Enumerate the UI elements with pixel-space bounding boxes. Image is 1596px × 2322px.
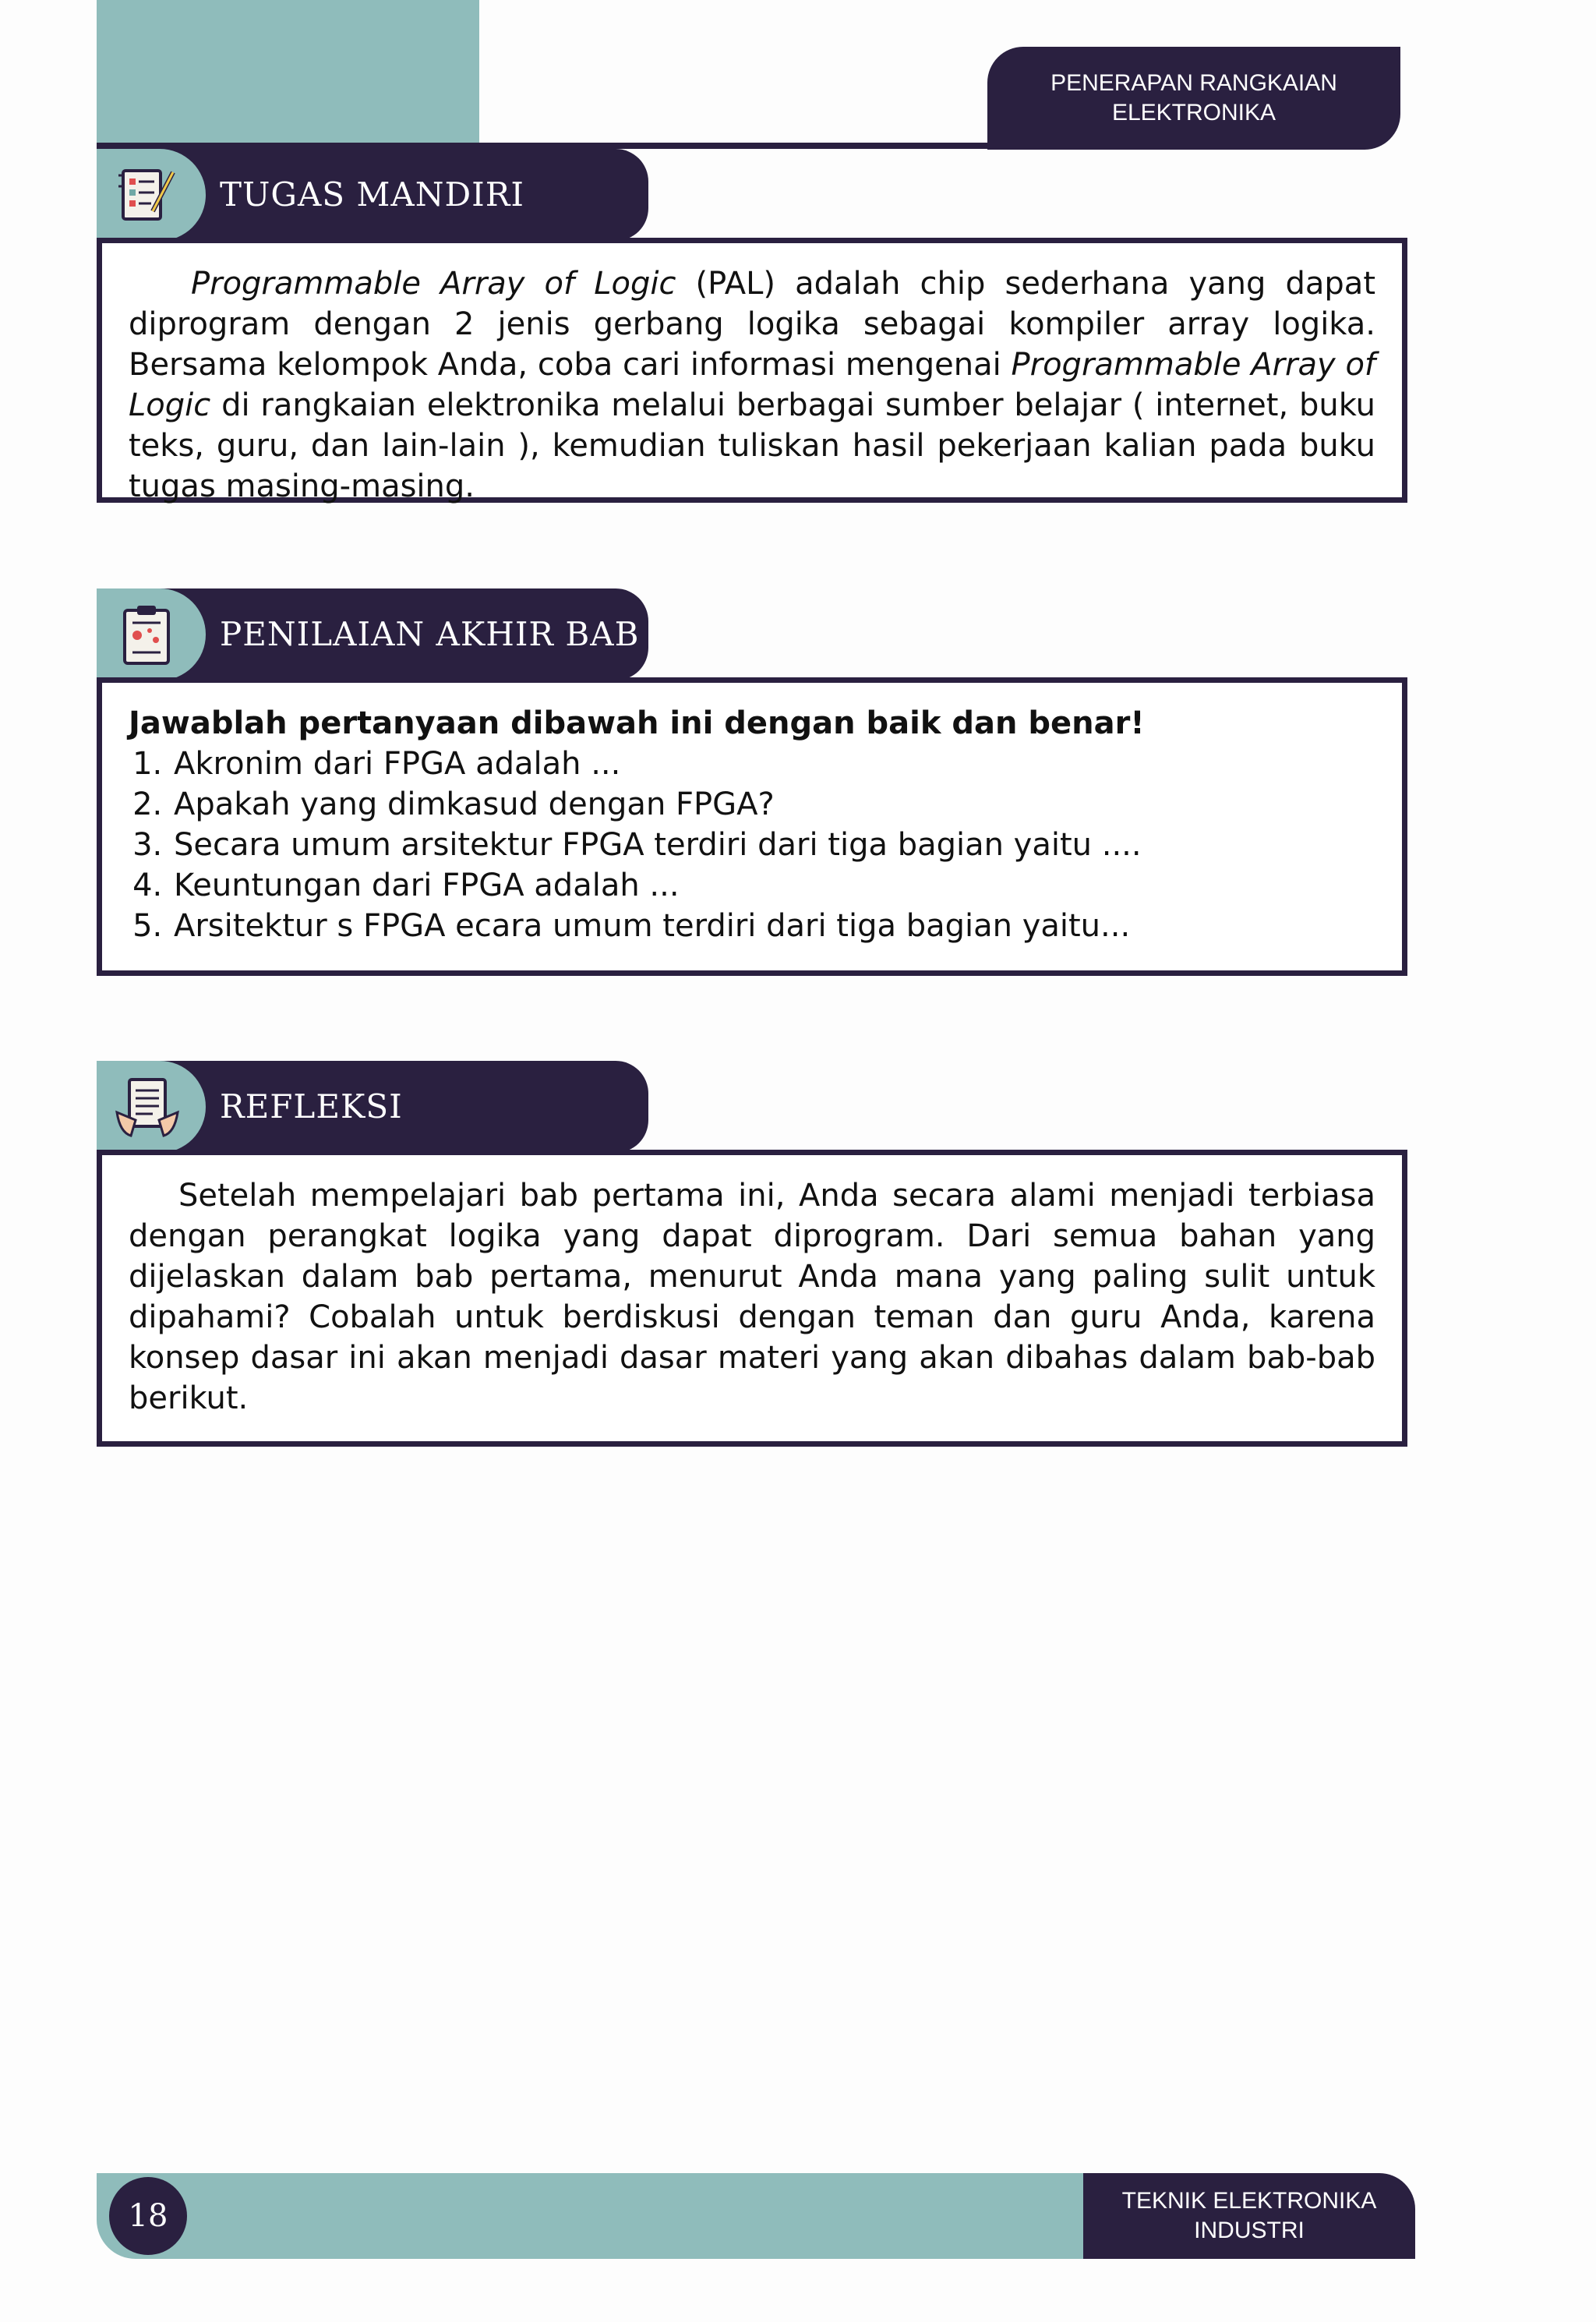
penilaian-header (97, 588, 648, 680)
question-list (129, 744, 1375, 946)
refleksi-header (97, 1061, 648, 1153)
refleksi-box (97, 1150, 1407, 1447)
pal-term: Programmable Array of Logic (191, 266, 676, 302)
book-title-line1: TEKNIK ELEKTRONIKA (1121, 2188, 1377, 2214)
refleksi-paragraph: Setelah mempelajari bab pertama ini, Anda secara alami menjadi terbiasa dengan perangkat logika yang dapat diprogram. Dari semua bahan yang dijelaskan dalam bab pertama, menurut Anda mana yang paling sulit untuk dipahami? Cobalah untuk berdiskusi dengan teman dan guru Anda, karena konsep dasar ini akan menjadi dasar materi yang akan dibahas dalam bab-bab berikut. (129, 1178, 1375, 1416)
penilaian-instruction: Jawablah pertanyaan dibawah ini dengan baik dan benar! (129, 705, 1145, 741)
refleksi-icon-badge (97, 1061, 206, 1153)
penilaian-icon-badge (97, 588, 206, 680)
chapter-tag-line1: PENERAPAN RANGKAIAN (1050, 70, 1337, 96)
tugas-mandiri-paragraph (129, 263, 1375, 507)
penilaian-title: PENILAIAN AKHIR BAB (220, 615, 640, 653)
tugas-mandiri-box (97, 238, 1407, 503)
question-item-5: 5. Arsitektur s FPGA ecara umum terdiri dari tiga bagian yaitu... (172, 906, 1375, 946)
chapter-tag-line2: ELEKTRONIKA (1111, 100, 1276, 125)
chapter-tag (987, 47, 1400, 150)
question-item-3: 3. Secara umum arsitektur FPGA terdiri dari tiga bagian yaitu .... (172, 825, 1375, 865)
tugas-mandiri-header (97, 149, 648, 241)
tugas-mandiri-icon-badge (97, 149, 206, 241)
page-number: 18 (109, 2177, 187, 2255)
clipboard-icon (112, 599, 182, 670)
book-title-tag (1083, 2173, 1415, 2259)
tugas-mandiri-text-1: (PAL) adalah chip sederhana yang dapat diprogram dengan 2 jenis gerbang logika sebagai kompiler array logika. Bersama kelompok Anda, coba cari informasi mengenai (129, 266, 1375, 383)
question-item-1: 1. Akronim dari FPGA adalah ... (172, 744, 1375, 784)
reading-document-icon (112, 1072, 182, 1142)
task-checklist-icon (112, 160, 182, 230)
tugas-mandiri-text-2: di rangkaian elektronika melalui berbagai sumber belajar ( internet, buku teks, guru, dan lain-lain ), kemudian tuliskan hasil pekerjaan kalian pada buku tugas masing-masing. (129, 387, 1375, 504)
pal-term-2: Programmable Array of Logic (129, 347, 1375, 423)
header-rule (97, 143, 993, 149)
question-item-2: 2. Apakah yang dimkasud dengan FPGA? (172, 784, 1375, 825)
question-item-4: 4. Keuntungan dari FPGA adalah ... (172, 865, 1375, 906)
header-teal-tab (97, 0, 479, 145)
book-title-line2: INDUSTRI (1194, 2218, 1305, 2243)
refleksi-title: REFLEKSI (220, 1087, 403, 1126)
penilaian-box (97, 677, 1407, 976)
tugas-mandiri-title: TUGAS MANDIRI (220, 175, 524, 214)
footer-bar (97, 2173, 1125, 2259)
